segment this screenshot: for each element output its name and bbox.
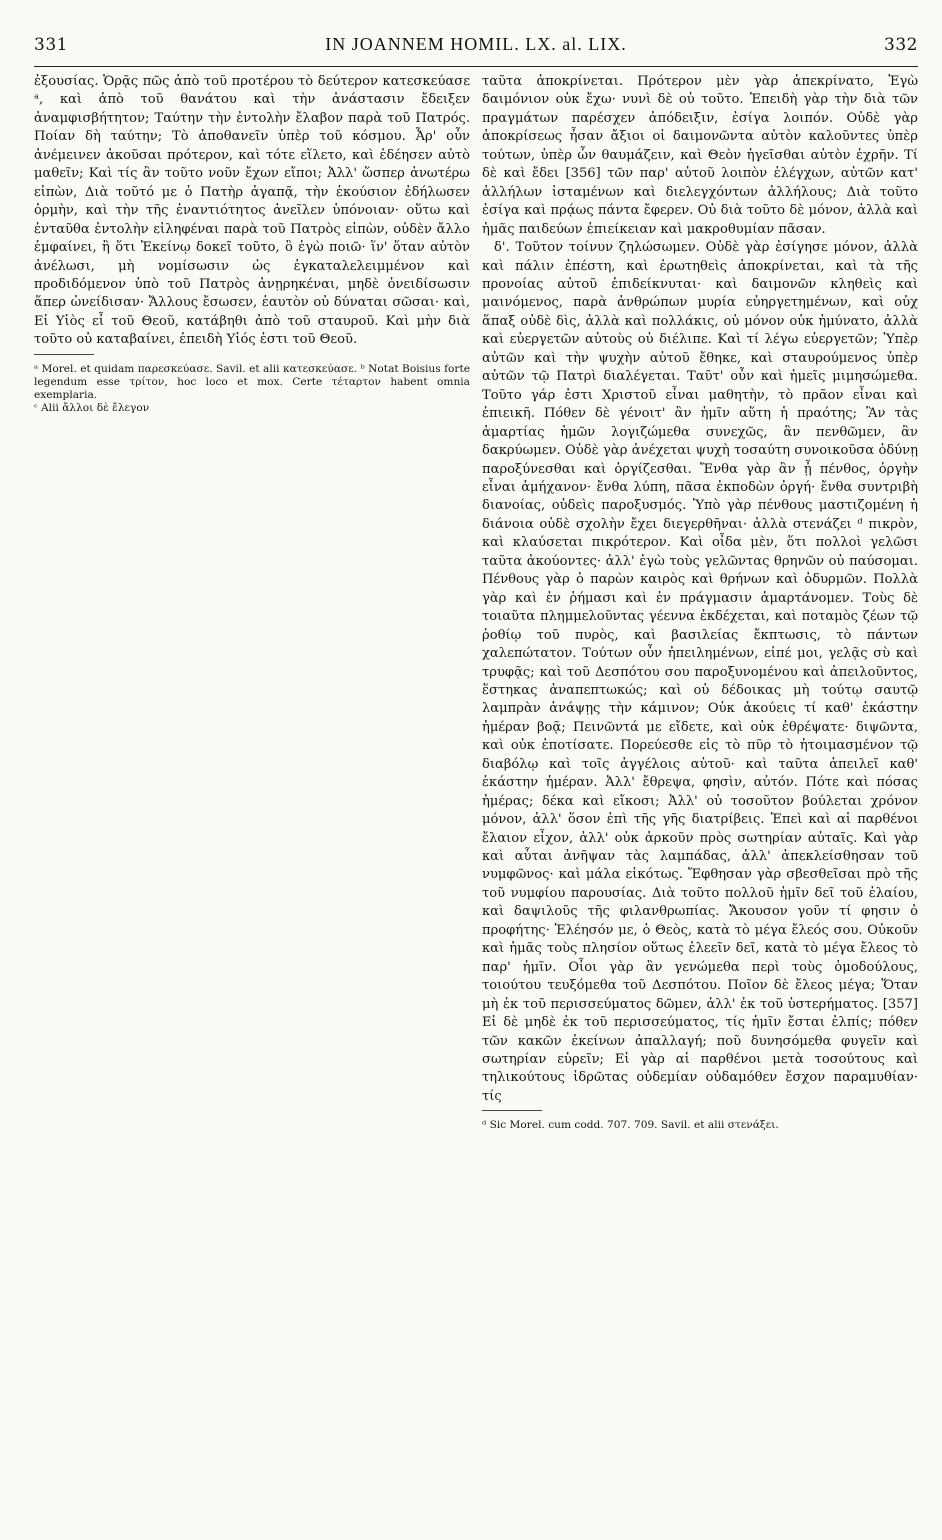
- footnotes-left: [34, 363, 470, 415]
- footnote: ᵃ Morel. et quidam παρεσκεύασε. Savil. et alii κατεσκεύασε. ᵇ Notat Boisius forte legendum esse τρίτον, hoc loco et mox. Certe τέταρτον habent omnia exemplaria.: [34, 362, 470, 401]
- paragraph: δ'. Τοῦτον τοίνυν ζηλώσωμεν. Οὐδὲ γὰρ ἐσίγησε μόνον, ἀλλὰ καὶ πάλιν ἐπέστη, καὶ ἐρωτηθεὶς ἀποκρίνεται, καὶ τὰ τῆς προνοίας αὐτοῦ ἐπιδείκνυται· καὶ δαιμονῶν κληθεὶς καὶ μαινόμενος, παρὰ ἀνθρώπων μυρία εὐηργετημένων, καὶ οὐχ ἅπαξ οὐδὲ δὶς, ἀλλὰ καὶ πολλάκις, οὐ μόνον οὐκ ἠμύνατο, ἀλλὰ καὶ εὐεργετῶν αὐτοὺς οὐ διέλιπε. Καὶ τί λέγω εὐεργετῶν; Ὑπὲρ αὐτῶν καὶ τὴν ψυχὴν αὐτοῦ ἔθηκε, καὶ σταυρούμενος ὑπὲρ αὐτῶν τῷ Πατρὶ διαλέγεται. Ταῦτ' οὖν καὶ ἡμεῖς μιμησώμεθα. Τοῦτο γάρ ἐστι Χριστοῦ εἶναι μαθητὴν, τὸ πρᾶον εἶναι καὶ ἐπιεικῆ. Πόθεν δὲ γένοιτ' ἂν ἡμῖν αὕτη ἡ πραότης; Ἂν τὰς ἁμαρτίας ἡμῶν λογιζώμεθα συνεχῶς, ἂν πενθῶμεν, ἂν δακρύωμεν. Οὐδὲ γὰρ ἀνέχεται ψυχὴ τοσαύτη συνοικοῦσα ὀδύνῃ παροξύνεσθαι καὶ ὀργίζεσθαι. Ἔνθα γὰρ ἂν ᾖ πένθος, ὀργὴν εἶναι ἀμήχανον· ἔνθα λύπη, πᾶσα ἐκποδὼν ὀργή· ἔνθα συντριβὴ διανοίας, οὐδεὶς παροξυσμός. Ὑπὸ γὰρ πένθους μαστιζομένη ἡ διάνοια οὐδὲ σχολὴν ἔχει διεγερθῆναι· ἀλλὰ στενάζει ᵈ πικρὸν, καὶ κλαύσεται πικρότερον. Καὶ οἶδα μὲν, ὅτι πολλοὶ γελῶσι ταῦτα ἀκούοντες· ἀλλ' ἐγὼ τοὺς γελῶντας θρηνῶν οὐ παύσομαι. Πένθους γὰρ ὁ παρὼν καιρὸς καὶ θρήνων καὶ ὀδυρμῶν. Πολλὰ γὰρ καὶ ἐν ῥήμασι καὶ ἐν πράγμασιν ἁμαρτάνομεν. Τοὺς δὲ τοιαῦτα πλημμελοῦντας γέεννα ἐκδέχεται, καὶ ποταμὸς ζέων τῷ ῥοθίῳ τοῦ πυρὸς, καὶ βασιλείας ἔκπτωσις, τὸ πάντων χαλεπώτατον. Τούτων οὖν ἠπειλημένων, εἰπέ μοι, γελᾷς σὺ καὶ τρυφᾷς; καὶ τοῦ Δεσπότου σου παροξυνομένου καὶ ἀπειλοῦντος, ἕστηκας ἀναπεπτωκώς; καὶ οὐ δέδοικας μὴ τούτῳ σαυτῷ λαμπρὰν ἀνάψῃς τὴν κάμινον; Οὐκ ἀκούεις τί καθ' ἑκάστην ἡμέραν βοᾷ; Πεινῶντά με εἴδετε, καὶ οὐκ ἐθρέψατε· διψῶντα, καὶ οὐκ ἐποτίσατε. Πορεύεσθε εἰς τὸ πῦρ τὸ ἡτοιμασμένον τῷ διαβόλῳ καὶ τοῖς ἀγγέλοις αὐτοῦ· καὶ ταῦτα ἀπειλεῖ καθ' ἑκάστην ἡμέραν. Ἀλλ' ἔθρεψα, φησὶν, αὐτόν. Πότε καὶ πόσας ἡμέρας; δέκα καὶ εἴκοσι; Ἀλλ' οὐ τοσοῦτον βούλεται χρόνον μόνον, ἀλλ' ὅσον ἐπὶ τῆς γῆς διατρίβεις. Ἐπεὶ καὶ αἱ παρθένοι ἔλαιον εἶχον, ἀλλ' οὐκ ἀρκοῦν πρὸς σωτηρίαν αὐταῖς. Καὶ γὰρ καὶ αὗται ἀνῆψαν τὰς λαμπάδας, ἀλλ' ἀπεκλείσθησαν τοῦ νυμφῶνος· καὶ μάλα εἰκότως. Ἔφθησαν γὰρ σβεσθεῖσαι πρὸ τῆς τοῦ νυμφίου παρουσίας. Διὰ τοῦτο πολλοῦ ἡμῖν δεῖ τοῦ ἐλαίου, καὶ δαψιλοῦς τῆς φιλανθρωπίας. Ἄκουσον γοῦν τί φησιν ὁ προφήτης· Ἐλέησόν με, ὁ Θεὸς, κατὰ τὸ μέγα ἔλεός σου. Οὐκοῦν καὶ ἡμᾶς τοὺς πλησίον οὕτως ἐλεεῖν δεῖ, κατὰ τὸ μέγα ἔλεος τὸ παρ' ἡμῖν. Οἷοι γὰρ ἂν γενώμεθα περὶ τοὺς ὁμοδούλους, τοιούτου τευξόμεθα τοῦ Δεσπότου. Ποῖον δὲ ἔλεος μέγα; Ὅταν μὴ ἐκ τοῦ περισσεύματος δῶμεν, ἀλλ' ἐκ τοῦ ὑστερήματος. [357] Εἰ δὲ μηδὲ ἐκ τοῦ περισσεύματος, τίς ἡμῖν ἔσται ἐλπίς; πόθεν τῶν κακῶν ἐκείνων ἀπαλλαγή; ποῦ δυνησόμεθα φυγεῖν καὶ σωτηρίαν εὑρεῖν; Εἰ γὰρ αἱ παρθένοι μετὰ τοσούτους καὶ τηλικούτους ἱδρῶτας οὐδεμίαν οὐδαμόθεν ἔσχον παραμυθίαν· τίς: [482, 240, 918, 1104]
- footnote: ᶜ Alii ἄλλοι δὲ ἔλεγον: [34, 401, 150, 414]
- paragraph: ταῦτα ἀποκρίνεται. Πρότερον μὲν γὰρ ἀπεκρίνατο, Ἐγὼ δαιμόνιον οὐκ ἔχω· νυνὶ δὲ οὐ τοῦτο. Ἐπειδὴ γὰρ τὴν διὰ τῶν πραγμάτων παρέσχεν ἀπόδειξιν, ἐσίγα λοιπόν. Οὐδὲ γὰρ ἀποκρίσεως ἦσαν ἄξιοι οἱ δαιμονῶντα αὐτὸν καλοῦντες ὑπὲρ τούτων, ὑπὲρ ὧν θαυμάζειν, καὶ Θεὸν ἡγεῖσθαι αὐτὸν ἐχρῆν. Τί δὲ καὶ ἔδει [356] τῶν παρ' αὐτοῦ λοιπὸν ἐλέγχων, αὐτῶν κατ' ἀλλήλων ἱσταμένων καὶ διελεγχόντων ἀλλήλους; Διὰ τοῦτο ἐσίγα καὶ πρᾴως πάντα ἔφερεν. Οὐ διὰ τοῦτο δὲ μόνον, ἀλλὰ καὶ ἡμᾶς παιδεύων ἐπιείκειαν καὶ μακροθυμίαν πᾶσαν.: [482, 74, 918, 237]
- footnote-rule: [482, 1110, 542, 1111]
- header-rule: [34, 66, 918, 67]
- paragraph: ἐξουσίας. Ὁρᾷς πῶς ἀπὸ τοῦ προτέρου τὸ δεύτερον κατεσκεύασε ᵃ, καὶ ἀπὸ τοῦ θανάτου καὶ τὴν ἀνάστασιν ἔδειξεν ἀναμφισβήτητον; Ταύτην τὴν ἐντολὴν ἔλαβον παρὰ τοῦ Πατρός. Ποίαν δὴ ταύτην; Τὸ ἀποθανεῖν ὑπὲρ τοῦ κόσμου. Ἆρ' οὖν ἀνέμεινεν ἀκοῦσαι πρότερον, καὶ τότε εἵλετο, καὶ ἐδέησεν αὐτὸ μαθεῖν; Καὶ τίς ἂν τοῦτο νοῦν ἔχων εἴποι; Ἀλλ' ὥσπερ ἀνωτέρω εἰπὼν, Διὰ τοῦτό με ὁ Πατὴρ ἀγαπᾷ, τὴν ἑκούσιον ἐδήλωσεν ὁρμὴν, καὶ τὴν τῆς ἐναντιότητος ἀνεῖλεν ὑπόνοιαν· οὕτω καὶ ἐνταῦθα ἐντολὴν εἰληφέναι παρὰ τοῦ Πατρὸς εἰπὼν, οὐδὲν ἄλλο ἐμφαίνει, ἢ ὅτι Ἐκείνῳ δοκεῖ τοῦτο, ὃ ἐγὼ ποιῶ· ἵν' ὅταν αὐτὸν ἀνέλωσι, μὴ νομίσωσιν ὡς ἐγκαταλελειμμένον καὶ προδιδόμενον ὑπὸ τοῦ Πατρὸς ἀνῃρηκέναι, μηδὲ ὀνειδίσωσιν ἅπερ ὠνείδισαν· Ἄλλους ἔσωσεν, ἑαυτὸν οὐ δύναται σῶσαι· καὶ, Εἰ Υἱὸς εἶ τοῦ Θεοῦ, κατάβηθι ἀπὸ τοῦ σταυροῦ. Καὶ μὴν διὰ τοῦτο οὐ καταβαίνει, ἐπειδὴ Υἱός ἐστι τοῦ Θεοῦ.: [34, 74, 470, 348]
- page-number-left: 331: [34, 35, 68, 55]
- left-column: [34, 73, 470, 1132]
- two-column-body: [34, 73, 918, 1132]
- running-header: [34, 34, 918, 64]
- footnote: ᵈ Sic Morel. cum codd. 707. 709. Savil. et alii στενάξει.: [482, 1119, 779, 1132]
- running-title: IN JOANNEM HOMIL. LX. al. LIX.: [325, 34, 627, 54]
- right-column: [482, 73, 918, 1132]
- footnotes-right: [482, 1119, 918, 1132]
- footnote-rule: [34, 354, 94, 355]
- page-number-right: 332: [884, 35, 918, 55]
